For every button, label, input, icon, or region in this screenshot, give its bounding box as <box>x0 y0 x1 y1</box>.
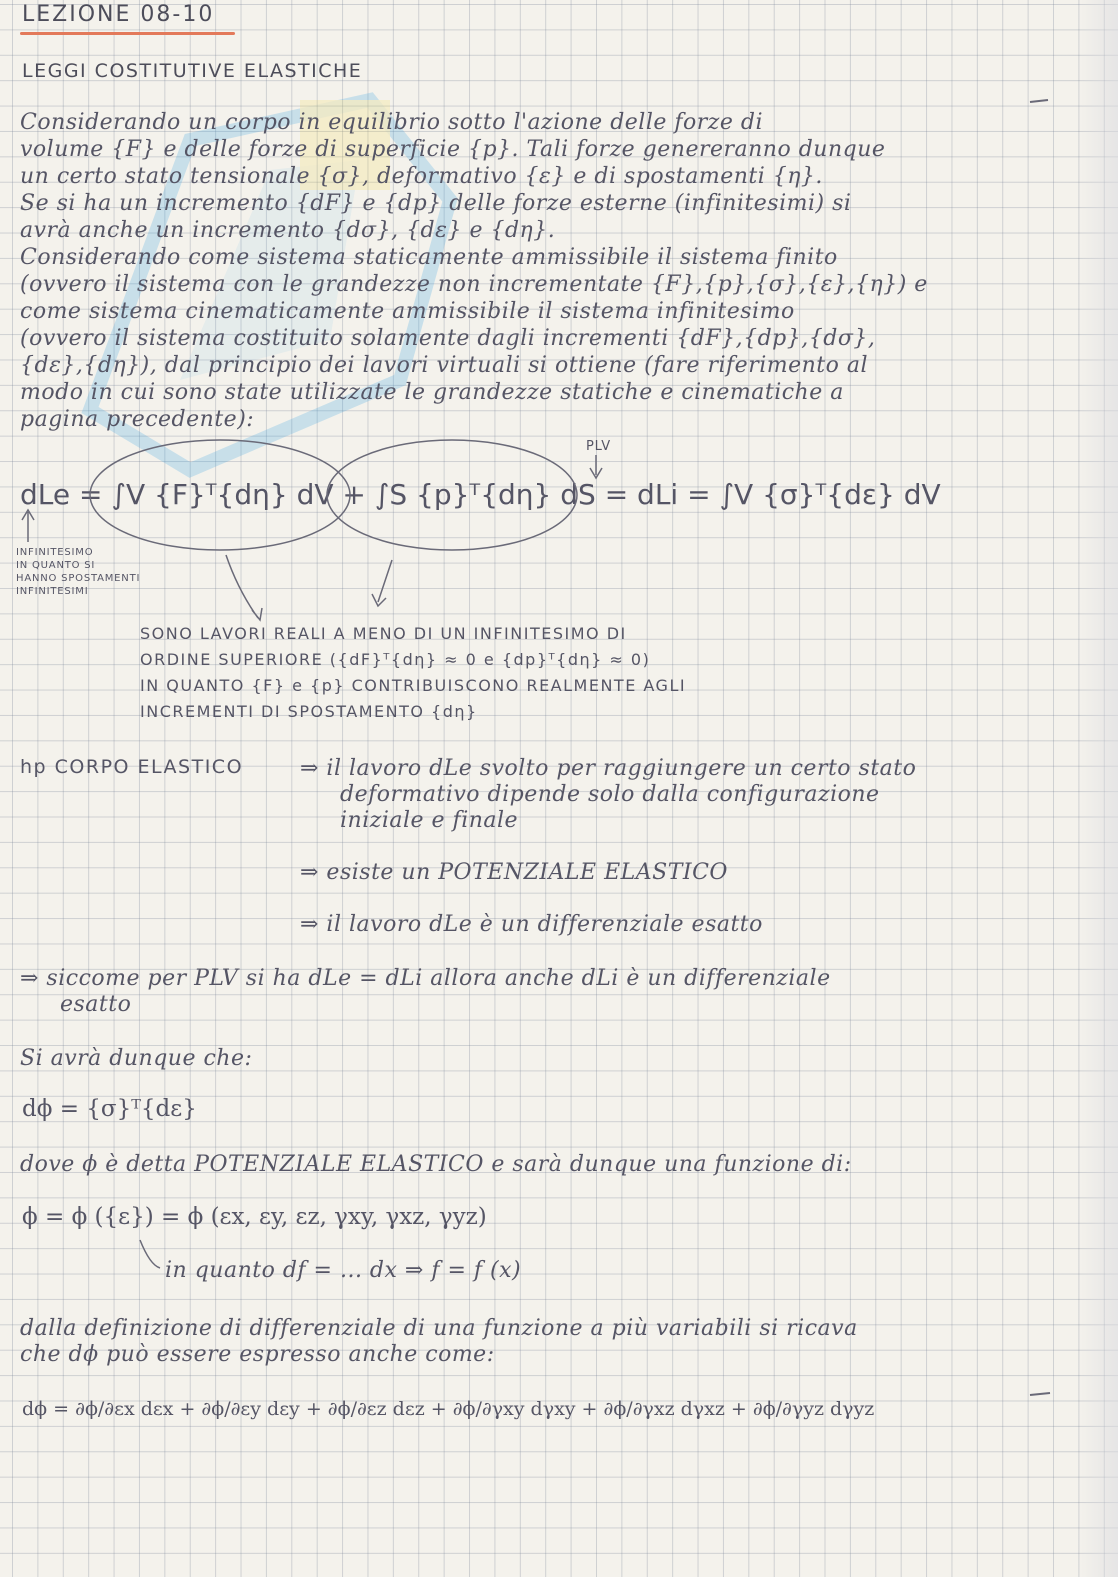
hp-label: hp CORPO ELASTICO <box>20 756 244 778</box>
hp-consequence: deformativo dipende solo dalla configurazione <box>340 782 880 807</box>
paragraph-line: volume {F} e delle forze di superficie {p}. Tali forze genereranno dunque <box>20 137 886 162</box>
equation-phi: ϕ = ϕ ({ε}) = ϕ (εx, εy, εz, γxy, γxz, γyz) <box>22 1204 487 1230</box>
differential-definition: che dϕ può essere espresso anche come: <box>20 1342 495 1367</box>
section-heading: LEGGI COSTITUTIVE ELASTICHE <box>22 60 363 82</box>
infinitesimal-note <box>16 546 140 598</box>
paragraph-line: Considerando un corpo in equilibrio sotto l'azione delle forze di <box>20 110 764 135</box>
phi-note: in quanto df = ... dx ⇒ f = f (x) <box>165 1258 522 1283</box>
hp-consequence: ⇒ il lavoro dLe svolto per raggiungere un certo stato <box>300 756 917 781</box>
hp-consequence: ⇒ esiste un POTENZIALE ELASTICO <box>300 860 728 885</box>
left-integral-ellipse <box>90 440 350 550</box>
right-integral-ellipse <box>327 440 577 550</box>
plv-conclusion: esatto <box>60 992 132 1017</box>
intro-result: Si avrà dunque che: <box>20 1046 253 1071</box>
lesson-title: LEZIONE 08-10 <box>22 2 215 27</box>
equation-dphi: dϕ = {σ}ᵀ{dε} <box>22 1096 197 1122</box>
paragraph-line: (ovvero il sistema con le grandezze non incrementate {F},{p},{σ},{ε},{η}) e <box>20 272 928 297</box>
box-note-line: INCREMENTI DI SPOSTAMENTO {dη} <box>140 702 478 721</box>
differential-definition: dalla definizione di differenziale di una funzione a più variabili si ricava <box>20 1316 858 1341</box>
equation-total-differential: dϕ = ∂ϕ/∂εx dεx + ∂ϕ/∂εy dεy + ∂ϕ/∂εz dεz + ∂ϕ/∂γxy dγxy + ∂ϕ/∂γxz dγxz + ∂ϕ/∂γyz dγyz <box>22 1398 875 1420</box>
main-equation: dLe = ∫V {F}ᵀ{dη} dV + ∫S {p}ᵀ{dη} dS = dLi = ∫V {σ}ᵀ{dε} dV <box>20 478 941 511</box>
paragraph-line: come sistema cinematicamente ammissibile il sistema infinitesimo <box>20 299 795 324</box>
hp-consequence: ⇒ il lavoro dLe è un differenziale esatto <box>300 912 763 937</box>
paragraph-line: Considerando come sistema staticamente ammissibile il sistema finito <box>20 245 838 270</box>
plv-arrow <box>590 455 602 478</box>
paragraph-line: un certo stato tensionale {σ}, deformativo {ε} e di spostamenti {η}. <box>20 164 823 189</box>
note-line: IN QUANTO SI <box>16 560 96 571</box>
note-line: INFINITESIMO <box>16 547 94 558</box>
paragraph-line: modo in cui sono state utilizzate le grandezze statiche e cinematiche a <box>20 380 844 405</box>
infinitesimal-arrow <box>22 510 34 542</box>
note-line: HANNO SPOSTAMENTI <box>16 573 141 584</box>
note-line: INFINITESIMI <box>16 586 89 597</box>
paragraph-line: {dε},{dη}), dal principio dei lavori virtuali si ottiene (fare riferimento al <box>20 353 869 378</box>
box-note-line: IN QUANTO {F} e {p} CONTRIBUISCONO REALMENTE AGLI <box>140 676 687 695</box>
box-note-line: ORDINE SUPERIORE ({dF}ᵀ{dη} ≈ 0 e {dp}ᵀ{dη} ≈ 0) <box>140 650 651 669</box>
paragraph-line: (ovvero il sistema costituito solamente dagli incrementi {dF},{dp},{dσ}, <box>20 326 876 351</box>
phi-definition: dove ϕ è detta POTENZIALE ELASTICO e sarà dunque una funzione di: <box>20 1152 852 1177</box>
box-note-line: SONO LAVORI REALI A MENO DI UN INFINITESIMO DI <box>140 624 627 643</box>
right-ellipse-arrow <box>372 560 392 606</box>
hp-consequence: iniziale e finale <box>340 808 519 833</box>
paragraph-line: pagina precedente): <box>20 407 255 432</box>
left-ellipse-arrow <box>226 555 262 620</box>
plv-conclusion: ⇒ siccome per PLV si ha dLe = dLi allora anche dLi è un differenziale <box>20 966 831 991</box>
paragraph-line: avrà anche un incremento {dσ}, {dε} e {dη}. <box>20 218 556 243</box>
paragraph-line: Se si ha un incremento {dF} e {dp} delle forze esterne (infinitesimi) si <box>20 191 852 216</box>
phi-note-arrow <box>140 1240 160 1268</box>
plv-label: PLV <box>586 439 611 454</box>
